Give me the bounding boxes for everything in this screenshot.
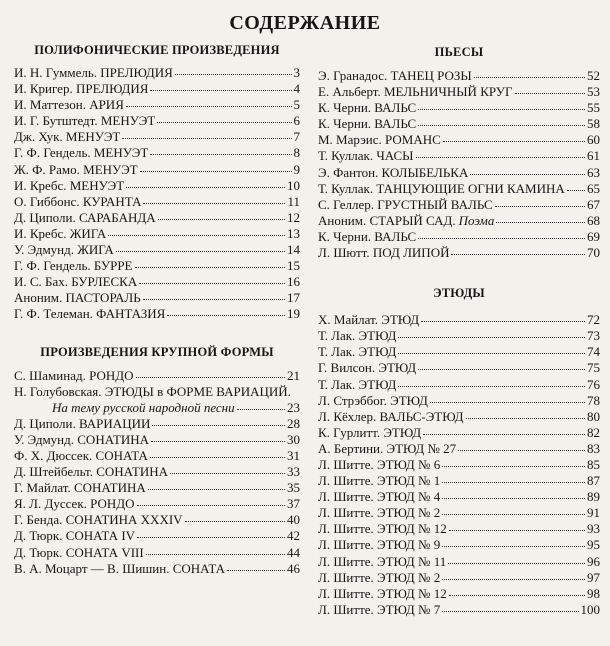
page-number: 83 — [587, 440, 600, 456]
toc-entry — [318, 213, 600, 229]
leader-dots — [430, 393, 585, 403]
toc-entry — [14, 528, 300, 544]
section-heading-etudes: ЭТЮДЫ — [433, 286, 485, 301]
page-number: 82 — [587, 424, 600, 440]
toc-entry — [14, 274, 300, 290]
leader-dots — [167, 306, 285, 316]
page-number: 67 — [587, 196, 600, 212]
toc-entry — [318, 84, 600, 100]
leader-dots — [150, 448, 285, 458]
toc-entry — [318, 197, 600, 213]
leader-dots — [442, 602, 578, 612]
page-number: 65 — [587, 180, 600, 196]
entry-title: В. А. Моцарт — В. Шишин. СОНАТА — [14, 560, 226, 576]
page-number: 87 — [587, 473, 600, 489]
leader-dots — [449, 521, 585, 531]
page-number: 97 — [587, 569, 600, 585]
entry-title: Е. Альберт. МЕЛЬНИЧНЫЙ КРУГ — [318, 84, 513, 100]
entry-title: Д. Циполи. САРАБАНДА — [14, 209, 156, 225]
entry-title: Аноним. СТАРЫЙ САД. — [318, 212, 456, 228]
toc-entry — [14, 226, 300, 242]
entry-title: Л. Шитте. ЭТЮД № 4 — [318, 489, 441, 505]
entry-title: Г. Ф. Телеман. ФАНТАЗИЯ — [14, 306, 166, 322]
leader-dots — [126, 178, 285, 188]
entry-title: Э. Фантон. КОЛЫБЕЛЬКА — [318, 164, 469, 180]
page-number: 58 — [587, 116, 600, 132]
toc-entry — [14, 384, 300, 400]
leader-dots — [143, 290, 285, 300]
page-number: 55 — [587, 100, 600, 116]
page-number: 11 — [287, 193, 300, 209]
toc-entry — [318, 132, 600, 148]
entry-title: Г. Майлат. СОНАТИНА — [14, 480, 146, 496]
page-number: 17 — [287, 290, 300, 306]
toc-entry — [318, 505, 600, 521]
leader-dots — [157, 113, 291, 123]
page-number: 12 — [287, 209, 300, 225]
entry-title: Г. Ф. Гендель. БУРРЕ — [14, 258, 133, 274]
section-entries-large-form — [14, 368, 300, 577]
leader-dots — [442, 457, 585, 467]
toc-entry — [14, 416, 300, 432]
page-number: 73 — [587, 328, 600, 344]
page-number: 76 — [587, 376, 600, 392]
entry-title: И. Г. Бутштедт. МЕНУЭТ — [14, 113, 156, 129]
entry-title: О. Гиббонс. КУРАНТА — [14, 193, 142, 209]
toc-entry — [14, 496, 300, 512]
leader-dots — [108, 226, 285, 236]
toc-entry — [318, 100, 600, 116]
toc-entry — [318, 537, 600, 553]
toc-entry — [318, 602, 600, 618]
entry-title: К. Черни. ВАЛЬС — [318, 116, 417, 132]
leader-dots — [451, 245, 585, 255]
page-number: 7 — [293, 129, 300, 145]
toc-entry — [318, 328, 600, 344]
leader-dots — [398, 377, 585, 387]
page-number: 6 — [293, 113, 300, 129]
toc-entry — [318, 344, 600, 360]
leader-dots — [496, 213, 585, 223]
right-column — [318, 40, 600, 618]
toc-entry — [318, 148, 600, 164]
leader-dots — [458, 441, 585, 451]
page-number: 10 — [287, 177, 300, 193]
section-entries-etudes — [318, 312, 600, 618]
toc-entry — [14, 290, 300, 306]
toc-entry — [14, 129, 300, 145]
toc-entry — [318, 393, 600, 409]
page-number: 9 — [293, 161, 300, 177]
leader-dots — [137, 528, 285, 538]
toc-entry — [14, 242, 300, 258]
entry-title: Д. Штейбельт. СОНАТИНА — [14, 464, 169, 480]
entry-title: Дж. Хук. МЕНУЭТ — [14, 129, 121, 145]
page-number: 28 — [287, 415, 300, 431]
leader-dots — [567, 181, 585, 191]
entry-title: Т. Лак. ЭТЮД — [318, 344, 397, 360]
leader-dots — [146, 545, 285, 555]
leader-dots — [442, 489, 585, 499]
page-number: 13 — [287, 225, 300, 241]
leader-dots — [449, 586, 585, 596]
toc-entry — [318, 425, 600, 441]
entry-title: Л. Шютт. ПОД ЛИПОЙ — [318, 245, 450, 261]
toc-entry — [14, 210, 300, 226]
leader-dots — [158, 210, 285, 220]
entry-title: Л. Шитте. ЭТЮД № 11 — [318, 553, 447, 569]
leader-dots — [443, 132, 585, 142]
entry-title: Г. Вилсон. ЭТЮД — [318, 360, 417, 376]
leader-dots — [152, 416, 285, 426]
entry-title: Т. Лак. ЭТЮД — [318, 328, 397, 344]
leader-dots — [423, 425, 585, 435]
entry-title: Н. Голубовская. ЭТЮДЫ в ФОРМЕ ВАРИАЦИЙ. — [14, 383, 291, 399]
toc-entry — [318, 489, 600, 505]
page-number: 61 — [587, 148, 600, 164]
leader-dots — [448, 554, 585, 564]
toc-entry — [318, 570, 600, 586]
leader-dots — [137, 496, 285, 506]
leader-dots — [442, 570, 585, 580]
leader-dots — [474, 68, 585, 78]
section-heading-polyphonic: ПОЛИФОНИЧЕСКИЕ ПРОИЗВЕДЕНИЯ — [34, 43, 280, 57]
entry-title: Л. Шитте. ЭТЮД № 12 — [318, 521, 447, 537]
entry-title: Д. Тюрк. СОНАТА IV — [14, 528, 136, 544]
toc-entry — [14, 368, 300, 384]
entry-title: У. Эдмунд. СОНАТИНА — [14, 431, 150, 447]
page-number: 23 — [287, 399, 300, 415]
toc-entry — [318, 312, 600, 328]
page-number: 14 — [287, 242, 300, 258]
page-number: 60 — [587, 132, 600, 148]
toc-entry — [14, 561, 300, 577]
toc-entry — [14, 194, 300, 210]
toc-entry — [14, 81, 300, 97]
entry-title: Я. Л. Дуссек. РОНДО — [14, 496, 135, 512]
page-number: 19 — [287, 306, 300, 322]
section-entries-polyphonic — [14, 65, 300, 323]
leader-dots — [150, 145, 291, 155]
toc-entry — [14, 432, 300, 448]
leader-dots — [143, 194, 285, 204]
page-number: 44 — [287, 544, 300, 560]
toc-entry — [318, 473, 600, 489]
toc-entry — [318, 360, 600, 376]
entry-title: Л. Шитте. ЭТЮД № 7 — [318, 601, 441, 617]
leader-dots — [470, 165, 585, 175]
leader-dots — [398, 344, 585, 354]
page-number: 95 — [587, 537, 600, 553]
toc-entry — [14, 448, 300, 464]
page-number: 40 — [287, 512, 300, 528]
entry-title: У. Эдмунд. ЖИГА — [14, 242, 114, 258]
page-number: 4 — [293, 81, 300, 97]
entry-title: С. Геллер. ГРУСТНЫЙ ВАЛЬС — [318, 196, 493, 212]
toc-entry — [318, 245, 600, 261]
entry-subtitle: Поэма — [458, 212, 495, 228]
page-number: 5 — [293, 97, 300, 113]
toc-entry — [14, 464, 300, 480]
page-number: 15 — [287, 258, 300, 274]
page-number: 80 — [587, 408, 600, 424]
entry-title: Т. Куллак. ЧАСЫ — [318, 148, 414, 164]
toc-entry — [14, 97, 300, 113]
entry-title: М. Марэис. РОМАНС — [318, 132, 441, 148]
page-number: 100 — [580, 601, 600, 617]
toc-entry — [14, 162, 300, 178]
toc-entry — [14, 113, 300, 129]
leader-dots — [126, 97, 292, 107]
page-number: 8 — [293, 145, 300, 161]
entry-title: А. Бертини. ЭТЮД № 27 — [318, 440, 457, 456]
entry-title: И. С. Бах. БУРЛЕСКА — [14, 274, 138, 290]
leader-dots — [418, 100, 585, 110]
entry-title: С. Шаминад. РОНДО — [14, 367, 134, 383]
toc-entry — [318, 554, 600, 570]
leader-dots — [442, 505, 585, 515]
leader-dots — [442, 473, 585, 483]
leader-dots — [416, 148, 585, 158]
entry-title: На тему русской народной песни — [52, 399, 235, 415]
leader-dots — [140, 162, 292, 172]
page-number: 70 — [587, 245, 600, 261]
entry-title: Л. Стрэббог. ЭТЮД — [318, 392, 428, 408]
toc-entry — [318, 68, 600, 84]
leader-dots — [495, 197, 585, 207]
page-number: 78 — [587, 392, 600, 408]
entry-title: Аноним. ПАСТОРАЛЬ — [14, 290, 141, 306]
entry-title: Г. Бенда. СОНАТИНА XXXIV — [14, 512, 183, 528]
entry-title: Х. Майлат. ЭТЮД — [318, 312, 420, 328]
page-title: СОДЕРЖАНИЕ — [229, 12, 381, 34]
page-number: 30 — [287, 431, 300, 447]
page-number: 74 — [587, 344, 600, 360]
entry-title: Л. Шитте. ЭТЮД № 6 — [318, 456, 441, 472]
leader-dots — [136, 368, 285, 378]
leader-dots — [421, 312, 585, 322]
toc-entry — [318, 586, 600, 602]
toc-entry — [318, 409, 600, 425]
page-number: 31 — [287, 447, 300, 463]
entry-title: Т. Куллак. ТАНЦУЮЩИЕ ОГНИ КАМИНА — [318, 180, 565, 196]
page-number: 53 — [587, 84, 600, 100]
leader-dots — [227, 561, 285, 571]
entry-title: Л. Шитте. ЭТЮД № 9 — [318, 537, 441, 553]
leader-dots — [398, 328, 585, 338]
page-number: 37 — [287, 496, 300, 512]
page-number: 96 — [587, 553, 600, 569]
leader-dots — [116, 242, 285, 252]
section-entries-pieces — [318, 68, 600, 261]
entry-title: Ж. Ф. Рамо. МЕНУЭТ — [14, 161, 138, 177]
page-number: 93 — [587, 521, 600, 537]
leader-dots — [122, 129, 291, 139]
toc-entry — [14, 512, 300, 528]
entry-title: Э. Гранадос. ТАНЕЦ РОЗЫ — [318, 68, 472, 83]
page-number: 16 — [287, 274, 300, 290]
leader-dots — [135, 258, 286, 268]
toc-entry — [14, 65, 300, 81]
entry-title: Л. Кёхлер. ВАЛЬС-ЭТЮД — [318, 408, 464, 424]
leader-dots — [185, 512, 285, 522]
page-number: 46 — [287, 560, 300, 576]
section-heading-large-form: ПРОИЗВЕДЕНИЯ КРУПНОЙ ФОРМЫ — [40, 344, 274, 359]
toc-entry — [318, 521, 600, 537]
leader-dots — [418, 116, 585, 126]
entry-title: И. Кребс. ЖИГА — [14, 225, 107, 241]
toc-entry — [14, 480, 300, 496]
leader-dots — [150, 81, 291, 91]
page-number: 75 — [587, 360, 600, 376]
entry-title: И. Маттезон. АРИЯ — [14, 97, 124, 113]
leader-dots — [418, 229, 585, 239]
page-number: 85 — [587, 456, 600, 472]
section-heading-pieces: ПЬЕСЫ — [434, 45, 484, 59]
leader-dots — [237, 400, 285, 410]
toc-entry — [318, 181, 600, 197]
entry-title: Ф. Х. Дюссек. СОНАТА — [14, 447, 148, 463]
toc-entry — [14, 545, 300, 561]
left-column — [14, 40, 300, 577]
leader-dots — [139, 274, 285, 284]
page-number: 21 — [287, 367, 300, 383]
leader-dots — [442, 537, 585, 547]
page-number: 42 — [287, 528, 300, 544]
leader-dots — [170, 464, 285, 474]
leader-dots — [515, 84, 586, 94]
page-number: 72 — [587, 312, 600, 328]
page-number: 69 — [587, 228, 600, 244]
entry-title: Г. Ф. Гендель. МЕНУЭТ — [14, 145, 149, 161]
page-number: 89 — [587, 489, 600, 505]
entry-title: Л. Шитте. ЭТЮД № 1 — [318, 473, 441, 489]
leader-dots — [175, 65, 292, 75]
toc-entry — [318, 165, 600, 181]
toc-entry — [318, 457, 600, 473]
page-number: 35 — [287, 480, 300, 496]
page-number: 63 — [587, 164, 600, 180]
toc-entry — [318, 116, 600, 132]
entry-title: И. Н. Гуммель. ПРЕЛЮДИЯ — [14, 65, 173, 80]
toc-entry — [14, 178, 300, 194]
leader-dots — [148, 480, 285, 490]
leader-dots — [151, 432, 285, 442]
entry-title: Д. Тюрк. СОНАТА VIII — [14, 544, 144, 560]
page-number: 68 — [587, 212, 600, 228]
entry-title: Л. Шитте. ЭТЮД № 2 — [318, 569, 441, 585]
toc-entry — [318, 229, 600, 245]
page-number: 3 — [293, 65, 300, 80]
entry-title: И. Кригер. ПРЕЛЮДИЯ — [14, 81, 149, 97]
toc-entry — [318, 377, 600, 393]
entry-title: К. Гурлитт. ЭТЮД — [318, 424, 422, 440]
entry-title: К. Черни. ВАЛЬС — [318, 228, 417, 244]
entry-title: Д. Циполи. ВАРИАЦИИ — [14, 415, 151, 431]
entry-title: И. Кребс. МЕНУЭТ — [14, 177, 125, 193]
leader-dots — [466, 409, 586, 419]
page-number: 91 — [587, 505, 600, 521]
entry-title: Т. Лак. ЭТЮД — [318, 376, 397, 392]
entry-title: К. Черни. ВАЛЬС — [318, 100, 417, 116]
page-number: 33 — [287, 464, 300, 480]
page-number: 98 — [587, 585, 600, 601]
toc-entry — [14, 400, 300, 416]
toc-entry — [318, 441, 600, 457]
entry-title: Л. Шитте. ЭТЮД № 12 — [318, 585, 447, 601]
leader-dots — [418, 360, 585, 370]
toc-entry — [14, 258, 300, 274]
page-number: 52 — [587, 68, 600, 83]
toc-entry — [14, 306, 300, 322]
toc-entry — [14, 145, 300, 161]
entry-title: Л. Шитте. ЭТЮД № 2 — [318, 505, 441, 521]
